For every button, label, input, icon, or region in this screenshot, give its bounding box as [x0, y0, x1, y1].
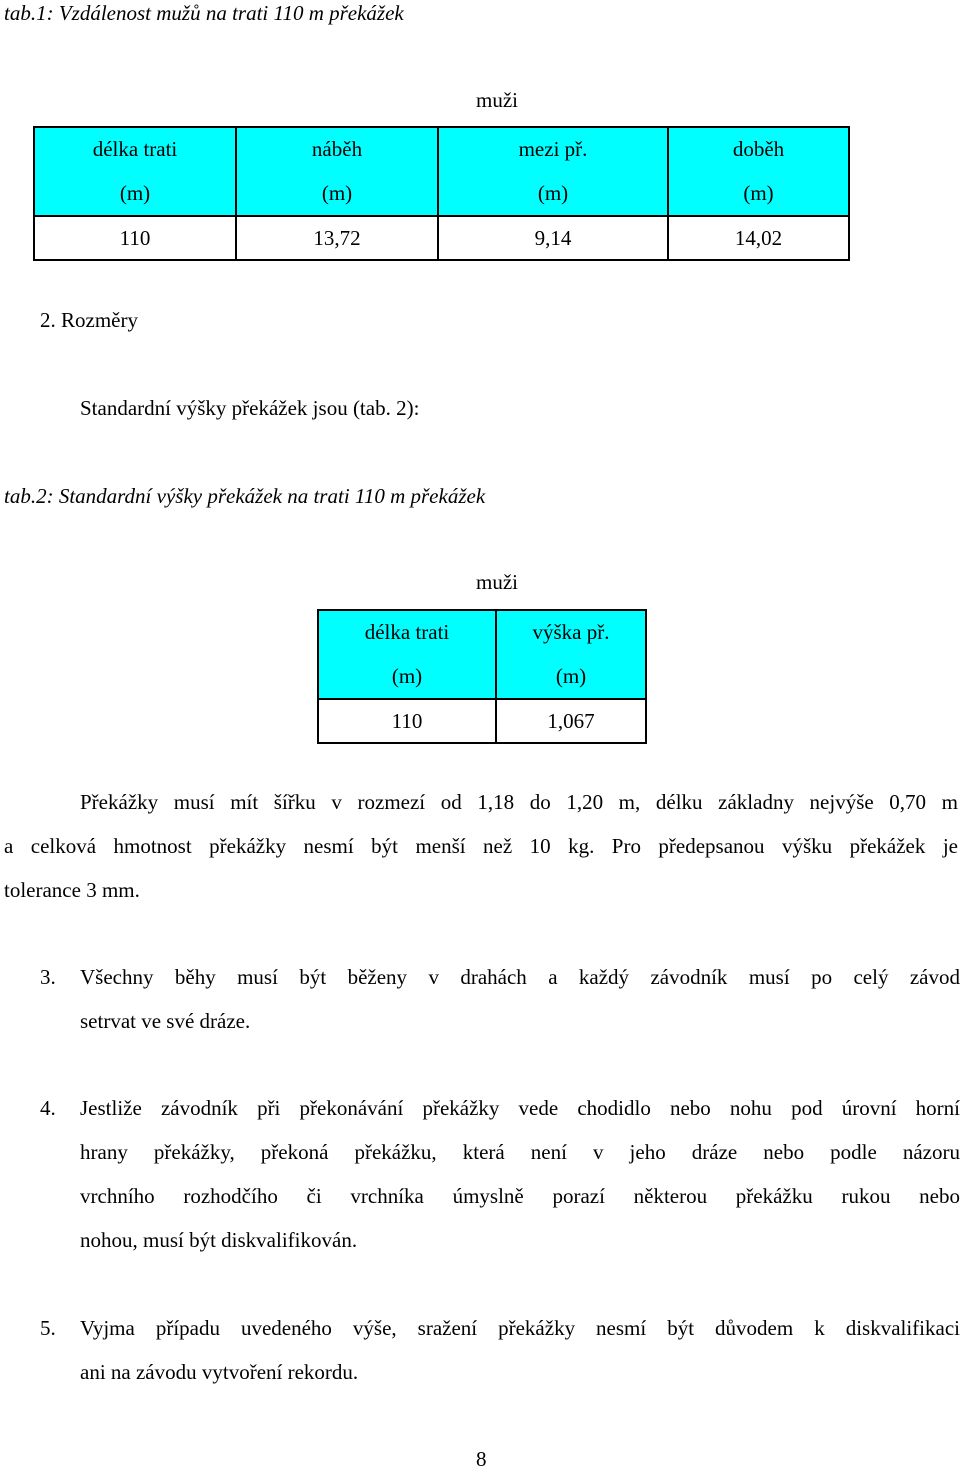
table1-caption: tab.1: Vzdálenost mužů na trati 110 m překážek	[4, 1, 404, 25]
paragraph-line: a celková hmotnost překážky nesmí být menší než 10 kg. Pro předepsanou výšku překážek je	[4, 834, 958, 858]
table2-group-label: muži	[476, 570, 518, 594]
list-item-line: setrvat ve své dráze.	[80, 1009, 251, 1033]
list-item-line: Jestliže závodník při překonávání překážky vede chodidlo nebo nohu pod úrovní horní	[80, 1096, 960, 1120]
table2-cell: 1,067	[496, 699, 646, 743]
list-item-3	[80, 955, 960, 1043]
list-item-5	[80, 1306, 960, 1394]
section-heading: 2. Rozměry	[40, 308, 138, 332]
table2	[317, 609, 647, 744]
list-item-line: hrany překážky, překoná překážku, která není v jeho dráze nebo podle názoru	[80, 1140, 960, 1164]
table2-header-length: délka trati (m)	[318, 610, 496, 699]
table1-header-between: mezi př. (m)	[438, 127, 668, 216]
list-item-line: vrchního rozhodčího či vrchníka úmyslně porazí některou překážku rukou nebo	[80, 1184, 960, 1208]
section-intro: Standardní výšky překážek jsou (tab. 2):	[80, 396, 420, 420]
item-number: 5.	[40, 1316, 56, 1340]
table1-cell: 9,14	[438, 216, 668, 260]
table1-header-length: délka trati (m)	[34, 127, 236, 216]
table2-header-height: výška př. (m)	[496, 610, 646, 699]
table1-header-runout: doběh (m)	[668, 127, 849, 216]
list-item-line: Vyjma případu uvedeného výše, sražení překážky nesmí být důvodem k diskvalifikaci	[80, 1316, 960, 1340]
table1-cell: 14,02	[668, 216, 849, 260]
table1-group-label: muži	[476, 88, 518, 112]
item-number: 3.	[40, 965, 56, 989]
list-item-4	[80, 1086, 960, 1262]
paragraph-line: Překážky musí mít šířku v rozmezí od 1,18 do 1,20 m, délku základny nejvýše 0,70 m	[80, 790, 958, 814]
body-paragraph	[4, 780, 958, 912]
item-number: 4.	[40, 1096, 56, 1120]
table1	[33, 126, 850, 261]
table2-cell: 110	[318, 699, 496, 743]
list-item-line: nohou, musí být diskvalifikován.	[80, 1228, 358, 1252]
table2-caption: tab.2: Standardní výšky překážek na trati 110 m překážek	[4, 484, 486, 508]
list-item-line: ani na závodu vytvoření rekordu.	[80, 1360, 359, 1384]
paragraph-line: tolerance 3 mm.	[4, 878, 140, 902]
table1-cell: 13,72	[236, 216, 438, 260]
table1-header-runup: náběh (m)	[236, 127, 438, 216]
page-number: 8	[476, 1447, 487, 1471]
list-item-line: Všechny běhy musí být běženy v drahách a každý závodník musí po celý závod	[80, 965, 960, 989]
table1-cell: 110	[34, 216, 236, 260]
